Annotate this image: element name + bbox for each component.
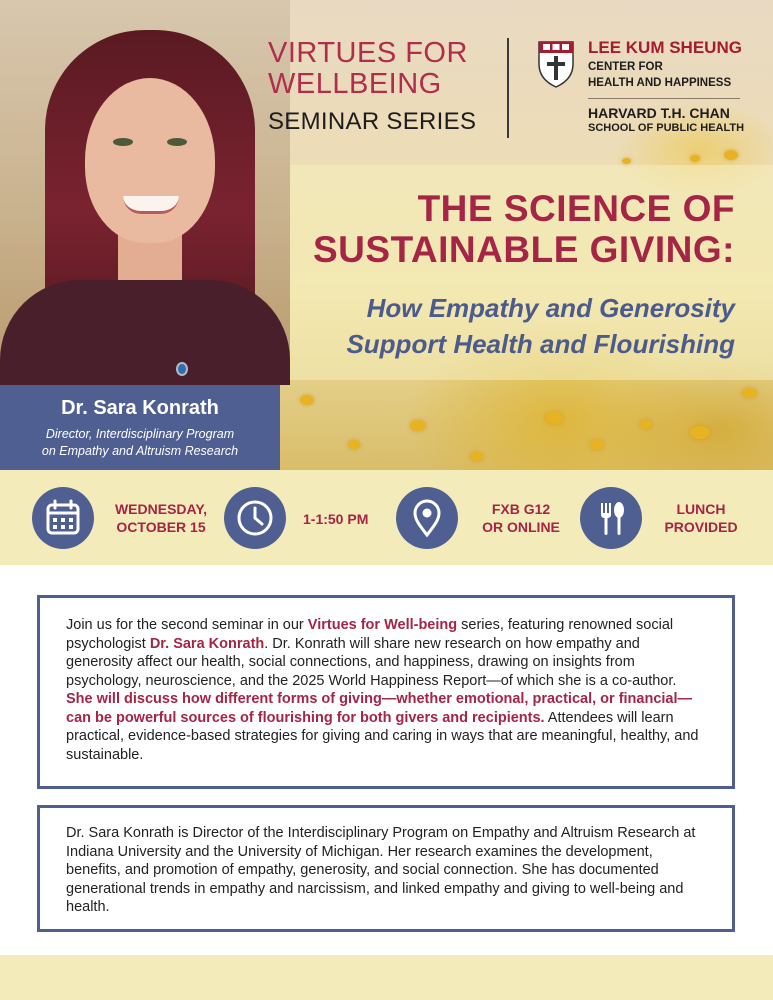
flower-decoration — [590, 440, 604, 450]
photo-face — [85, 78, 215, 243]
event-food — [660, 500, 742, 536]
flower-decoration — [622, 158, 631, 164]
event-date — [112, 500, 210, 536]
calendar-icon — [32, 487, 94, 549]
event-location — [476, 500, 566, 536]
fork-spoon-icon — [580, 487, 642, 549]
speaker-title-line: on Empathy and Altruism Research — [41, 444, 239, 458]
description-text: . Dr. Konrath will share new research on how empathy and generosity affect our health, social connections, and happiness, drawing on insights from psychology, neuroscience, and the 2025 World Happiness Report—of which she is a co-author. — [66, 635, 677, 689]
center-name-line: HEALTH AND HAPPINESS — [588, 77, 732, 89]
description-text: Attendees will learn practical, evidence-based strategies for giving and caring in ways that are meaningful, healthy, and sustainable. — [66, 709, 699, 763]
event-info-bar — [0, 470, 773, 565]
headline-line: SUSTAINABLE GIVING: — [313, 229, 735, 270]
harvard-shield-icon — [537, 40, 575, 88]
series-title — [268, 38, 476, 136]
header-divider — [507, 38, 509, 138]
speaker-bio-box — [37, 805, 735, 932]
center-name: LEE KUM SHEUNG — [588, 38, 742, 57]
description-highlight: Dr. Sara Konrath — [149, 635, 265, 652]
flower-decoration — [690, 426, 710, 439]
series-title-line: VIRTUES FOR — [268, 37, 468, 69]
flower-decoration — [690, 155, 700, 162]
speaker-bio: Dr. Sara Konrath is Director of the Interdisciplinary Program on Empathy and Altruism Research at Indiana University and the University of Michigan. Her research examines the development, benefits, and promotion of empathy, generosity, and social connection. She has documented generational trends in empathy and narcissism, and linked empathy and giving to well-being and health. — [66, 825, 696, 915]
event-date-line: WEDNESDAY, — [114, 501, 208, 517]
flower-decoration — [545, 412, 563, 424]
flower-decoration — [300, 395, 314, 405]
event-headline — [313, 188, 735, 270]
location-pin-icon — [396, 487, 458, 549]
photo-eye — [113, 138, 133, 146]
flower-decoration — [470, 452, 483, 461]
flower-decoration — [348, 440, 360, 449]
organization-logo — [588, 38, 744, 134]
photo-shirt — [0, 280, 290, 385]
event-time: 1-1:50 PM — [303, 511, 369, 527]
headline-line: THE SCIENCE OF — [417, 188, 735, 229]
description-highlight: She will discuss how different forms of giving—whether emotional, practical, or financial—can be powerful sources of flourishing for both givers and recipients. — [66, 691, 693, 726]
center-name-line: CENTER FOR — [588, 61, 663, 73]
event-food-line: LUNCH — [676, 501, 726, 517]
speaker-photo — [0, 0, 290, 385]
photo-pendant — [176, 362, 188, 376]
event-food-line: PROVIDED — [664, 519, 738, 535]
flower-decoration — [410, 420, 426, 431]
series-title-line: WELLBEING — [268, 68, 442, 100]
flower-decoration — [640, 420, 652, 429]
clock-icon — [224, 487, 286, 549]
event-location-line: FXB G12 — [491, 501, 551, 517]
speaker-name-box — [0, 385, 280, 470]
subheadline-line: How Empathy and Generosity — [366, 293, 735, 323]
hero-banner — [0, 0, 773, 470]
event-description — [66, 616, 706, 764]
event-subheadline — [346, 290, 735, 362]
speaker-name: Dr. Sara Konrath — [61, 397, 219, 419]
flower-decoration — [742, 388, 757, 398]
event-date-line: OCTOBER 15 — [116, 519, 206, 535]
flower-decoration — [724, 150, 738, 160]
school-name-line: SCHOOL OF PUBLIC HEALTH — [588, 122, 745, 134]
photo-smile — [123, 196, 179, 214]
speaker-title-line: Director, Interdisciplinary Program — [45, 427, 235, 441]
event-location-line: OR ONLINE — [482, 519, 560, 535]
speaker-title — [0, 426, 280, 460]
description-highlight: Virtues for Well-being — [307, 617, 458, 633]
description-text: series, featuring renowned social psychologist — [66, 617, 674, 652]
photo-eye — [167, 138, 187, 146]
school-name: HARVARD T.H. CHAN — [588, 105, 730, 121]
series-subtitle: SEMINAR SERIES — [268, 108, 477, 135]
org-divider — [588, 98, 740, 99]
event-description-box — [37, 595, 735, 789]
footer-band — [0, 955, 773, 1000]
subheadline-line: Support Health and Flourishing — [346, 329, 735, 359]
description-text: Join us for the second seminar in our — [66, 617, 308, 633]
